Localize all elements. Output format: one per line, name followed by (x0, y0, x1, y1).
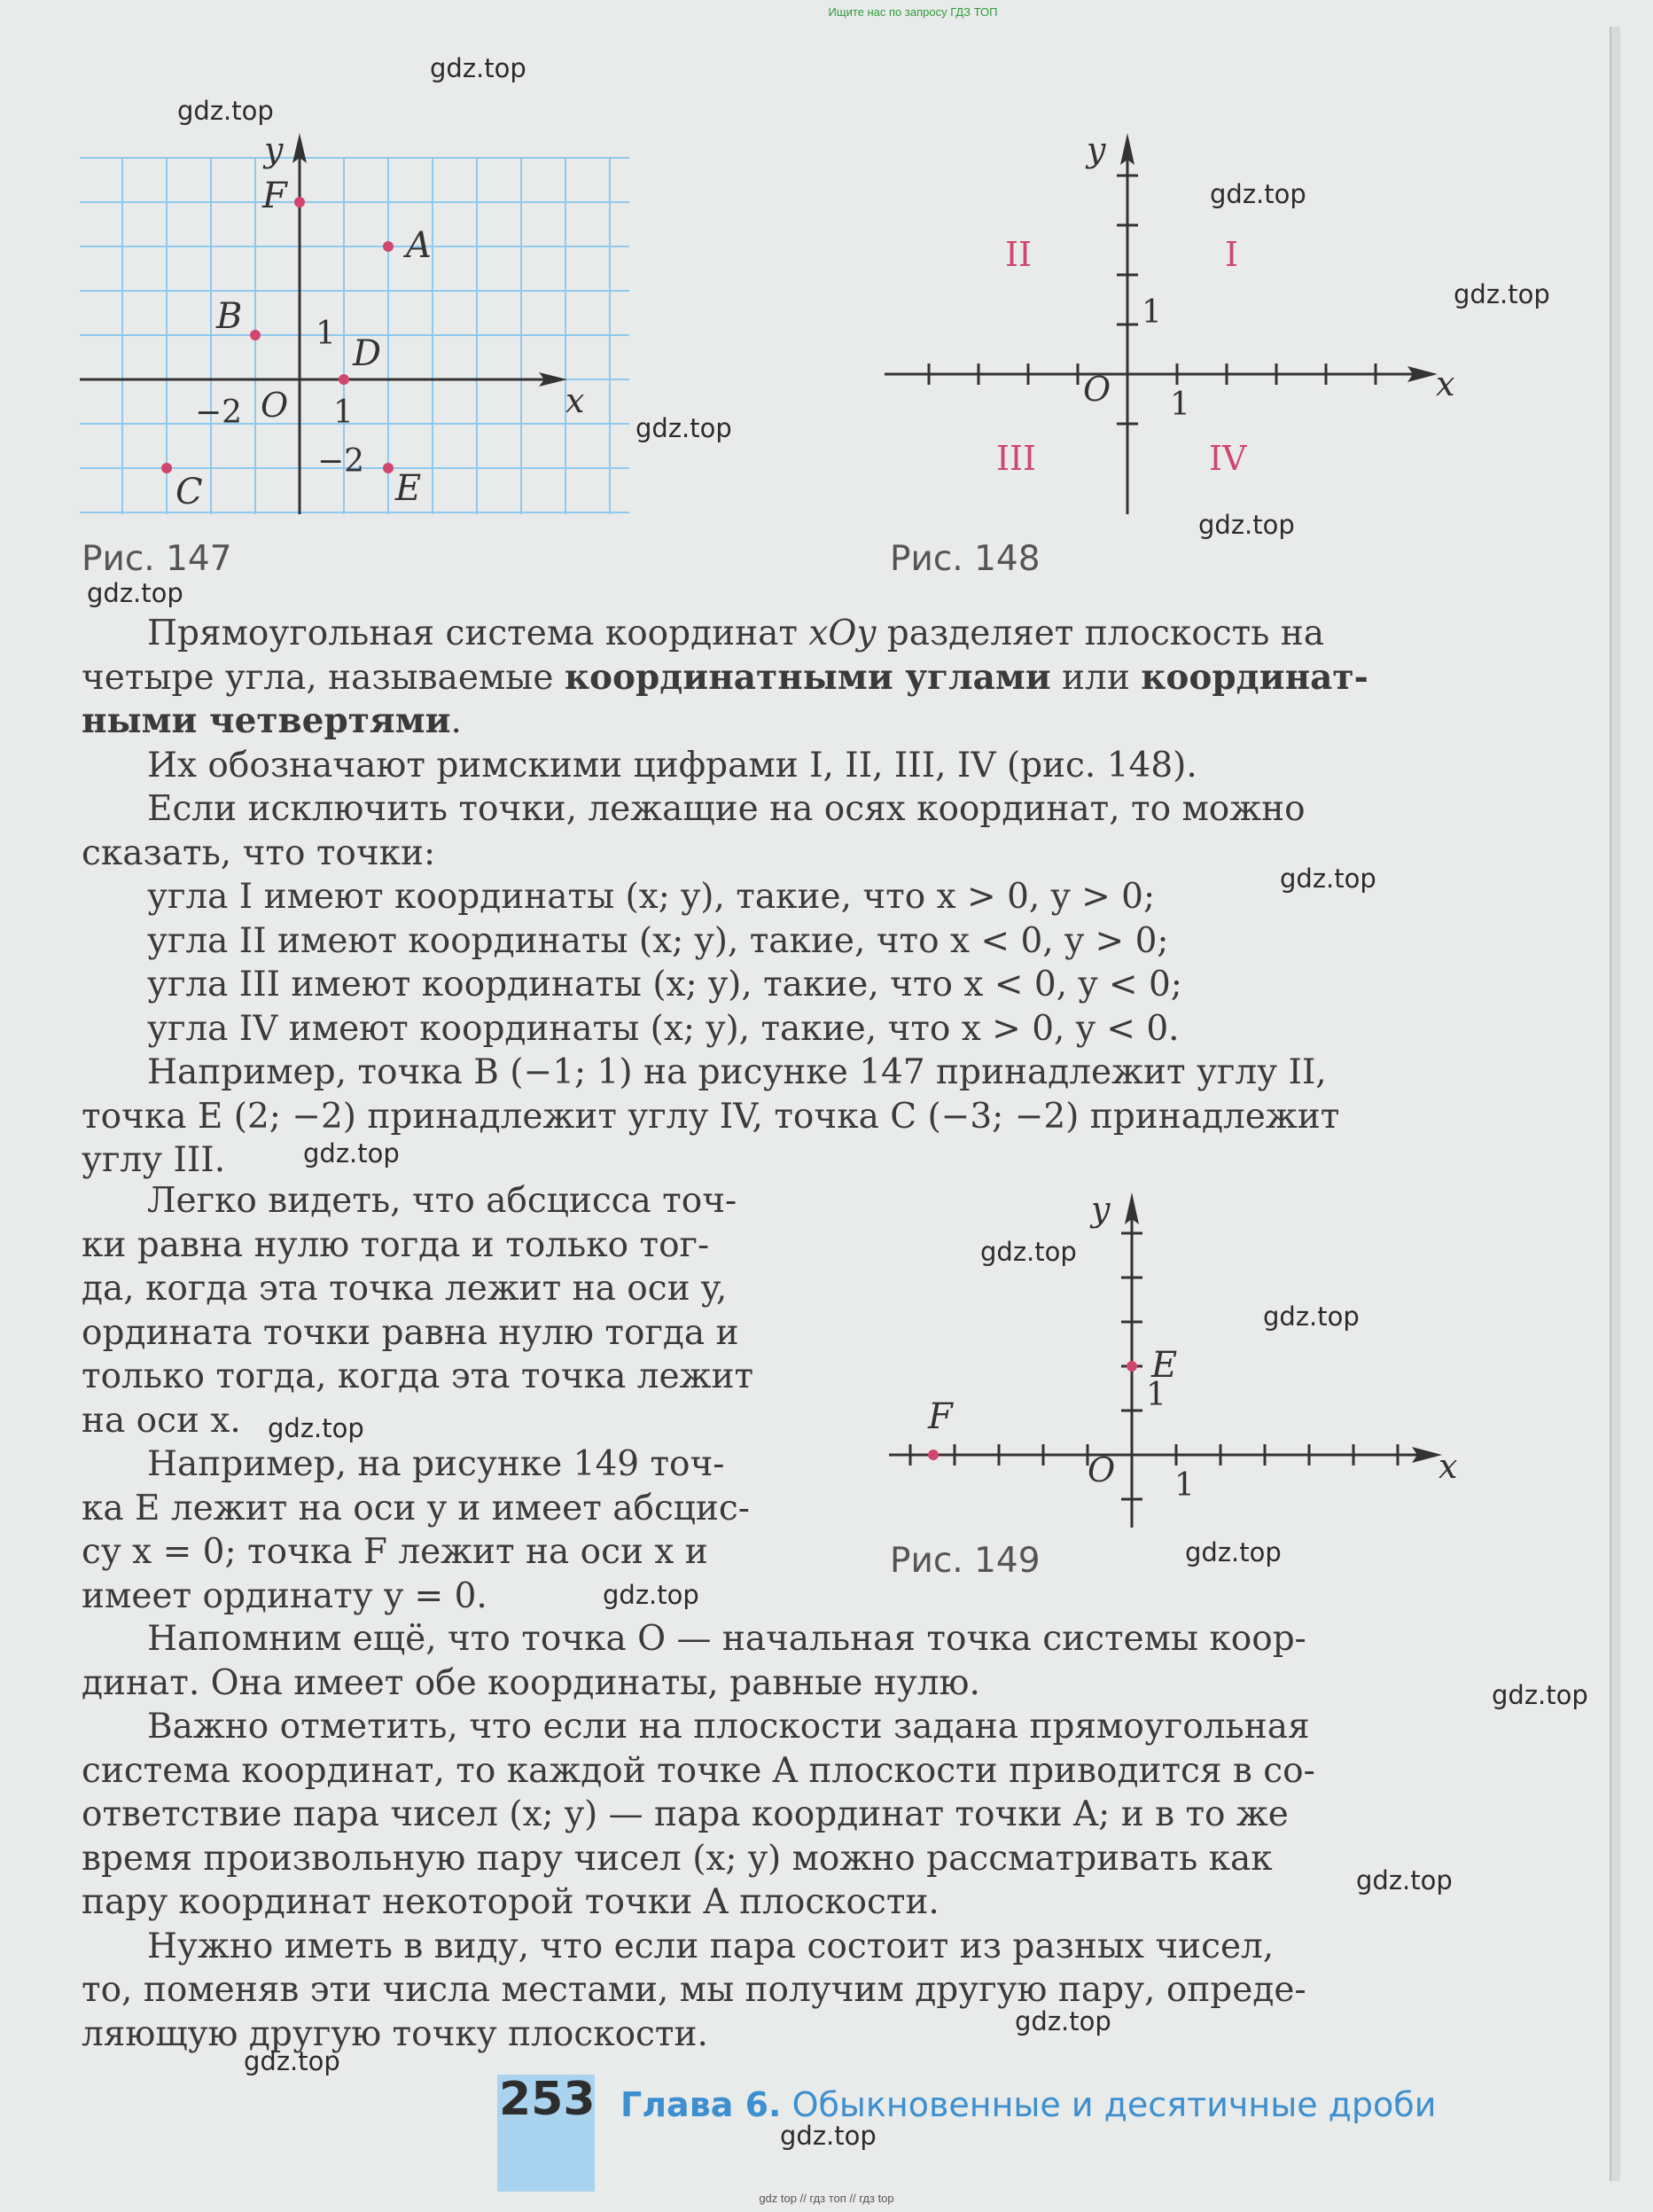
watermark: gdz.top (1492, 1680, 1588, 1710)
point-label-A: A (406, 225, 432, 266)
l6: на оси x. (82, 1400, 241, 1441)
quadrant-label-1: I (1225, 235, 1239, 274)
k2: то, поменяв эти числа местами, мы получим другую пару, опреде- (82, 1970, 1306, 2010)
n1: Напомним ещё, что точка O — начальная точка системы коор- (147, 1619, 1306, 1659)
point-F (928, 1450, 939, 1460)
point-B (250, 330, 261, 340)
v1: Важно отметить, что если на плоскости задана прямоугольная (147, 1707, 1310, 1747)
l3: да, когда эта точка лежит на оси y, (82, 1269, 728, 1309)
point-E (1127, 1361, 1137, 1372)
watermark: gdz.top (1015, 2006, 1111, 2036)
point-C (161, 463, 172, 473)
watermark: gdz.top (303, 1138, 400, 1169)
tick-label-x: 1 (1170, 387, 1190, 423)
y-axis-label: y (1087, 130, 1106, 169)
point-label-E: E (395, 468, 422, 509)
l1: Легко видеть, что абсцисса точ- (147, 1181, 737, 1221)
point-label-E: E (1151, 1345, 1178, 1386)
p3-a: Если исключить точки, лежащие на осях координат, то можно (147, 789, 1306, 829)
quadrant-label-2: II (1005, 235, 1033, 274)
m4: имеет ординату y = 0. (82, 1575, 487, 1616)
figure-148-caption: Рис. 148 (890, 539, 1041, 579)
watermark: gdz.top (1185, 1537, 1282, 1567)
watermark: gdz.top (603, 1580, 699, 1610)
ex1-a: Например, точка B (−1; 1) на рисунке 147 принадлежит углу II, (147, 1052, 1327, 1092)
chapter-label: Глава 6. (620, 2085, 782, 2124)
watermark: gdz.top (1280, 864, 1376, 894)
q4: угла IV имеют координаты (x; y), такие, что x > 0, y < 0. (147, 1008, 1180, 1049)
origin-label: O (1083, 370, 1111, 409)
figure-149-caption: Рис. 149 (890, 1541, 1041, 1581)
point-label-B: B (216, 296, 243, 337)
p1-a: Прямоугольная система координат (147, 614, 809, 653)
l5: только тогда, когда эта точка лежит (82, 1356, 754, 1396)
figure-147-caption: Рис. 147 (82, 539, 232, 579)
watermark: gdz.top (268, 1413, 364, 1443)
ex1-b: точка E (2; −2) принадлежит углу IV, точка C (−3; −2) принадлежит (82, 1096, 1340, 1137)
m2: ка E лежит на оси y и имеет абсцис- (82, 1488, 750, 1528)
ex1-c: углу III. (82, 1140, 226, 1180)
x-axis-label: x (1436, 364, 1455, 403)
quadrant-label-3: III (996, 439, 1037, 478)
p1-c: разделяет плоскость на (876, 614, 1325, 653)
m3: су x = 0; точка F лежит на оси x и (82, 1532, 708, 1572)
point-D (339, 374, 349, 385)
v2: система координат, то каждой точке A плоскости приводится в со- (82, 1750, 1315, 1791)
p1-i: . (450, 701, 462, 741)
main-text-1 (82, 612, 1368, 1183)
point-label-D: D (353, 333, 382, 374)
point-label-C: C (175, 472, 203, 512)
watermark: gdz.top (430, 53, 526, 83)
p1-e: координатными углами (564, 656, 1051, 698)
point-E (383, 463, 394, 473)
v5: пару координат некоторой точки A плоскости. (82, 1882, 940, 1922)
tick-label-x-neg: −2 (195, 395, 243, 431)
p3-b: сказать, что точки: (82, 832, 436, 873)
origin-label: O (261, 386, 289, 425)
tick-label-y: 1 (1142, 294, 1162, 331)
watermark: gdz.top (635, 413, 732, 443)
point-F (294, 197, 305, 207)
n2: динат. Она имеет обе координаты, равные нулю. (82, 1662, 980, 1703)
chapter-name: Обыкновенные и десятичные дроби (781, 2085, 1437, 2124)
v4: время произвольную пару чисел (x; y) можно рассматривать как (82, 1838, 1273, 1879)
point-A (383, 241, 394, 252)
p2: Их обозначают римскими цифрами I, II, III, IV (рис. 148). (147, 745, 1197, 786)
main-text-3 (82, 1617, 1315, 2056)
watermark: gdz.top (1210, 179, 1306, 209)
header-note: Ищите нас по запросу ГДЗ ТОП (828, 5, 998, 19)
watermark: gdz.top (87, 578, 183, 608)
point-label-F: F (928, 1396, 953, 1437)
origin-label: O (1088, 1450, 1116, 1489)
m1: Например, на рисунке 149 точ- (147, 1444, 725, 1484)
v3: ответствие пара чисел (x; y) — пара координат точки A; и в то же (82, 1794, 1289, 1834)
p1-f: или (1050, 657, 1142, 698)
footer-note: gdz top // гдз топ // гдз top (759, 2192, 894, 2205)
k3: ляющую другую точку плоскости. (82, 2013, 708, 2054)
tick-label-x-pos: 1 (333, 395, 354, 431)
watermark: gdz.top (177, 96, 274, 126)
figure-147 (71, 124, 638, 550)
figure-148 (877, 124, 1480, 532)
watermark: gdz.top (1263, 1301, 1360, 1332)
y-axis-label: y (264, 130, 284, 169)
tick-label-y: 1 (1146, 1377, 1166, 1413)
k1: Нужно иметь в виду, что если пара состоит из разных чисел, (147, 1926, 1275, 1966)
p1-d: четыре угла, называемые (82, 657, 565, 698)
l4: ордината точки равна нулю тогда и (82, 1312, 739, 1353)
watermark: gdz.top (1454, 279, 1550, 309)
page-number: 253 (499, 2073, 596, 2126)
tick-label-y-pos: 1 (316, 316, 336, 352)
y-axis-label: y (1091, 1190, 1111, 1229)
watermark: gdz.top (780, 2121, 877, 2151)
x-axis-label: x (565, 381, 585, 420)
watermark: gdz.top (980, 1237, 1077, 1267)
page-edge (1610, 27, 1620, 2181)
main-text-2 (82, 1179, 753, 1618)
l2: ки равна нулю тогда и только тог- (82, 1224, 710, 1265)
chapter-title (620, 2085, 1436, 2124)
tick-label-y-neg: −2 (317, 443, 365, 480)
point-label-F: F (262, 176, 287, 216)
q2: угла II имеют координаты (x; y), такие, что x < 0, y > 0; (147, 920, 1169, 961)
watermark: gdz.top (1198, 510, 1295, 540)
watermark: gdz.top (1356, 1865, 1453, 1895)
watermark: gdz.top (244, 2046, 340, 2076)
quadrant-label-4: IV (1209, 439, 1247, 478)
p1-h: ными четвертями (82, 700, 451, 741)
figure-149 (882, 1184, 1485, 1538)
q3: угла III имеют координаты (x; y), такие, что x < 0, y < 0; (147, 965, 1182, 1004)
tick-label-x: 1 (1174, 1467, 1195, 1504)
x-axis-label: x (1439, 1447, 1458, 1486)
q1: угла I имеют координаты (x; y), такие, что x > 0, y > 0; (147, 877, 1156, 917)
p1-b: xOy (808, 614, 877, 653)
p1-g: координат- (1141, 656, 1368, 698)
